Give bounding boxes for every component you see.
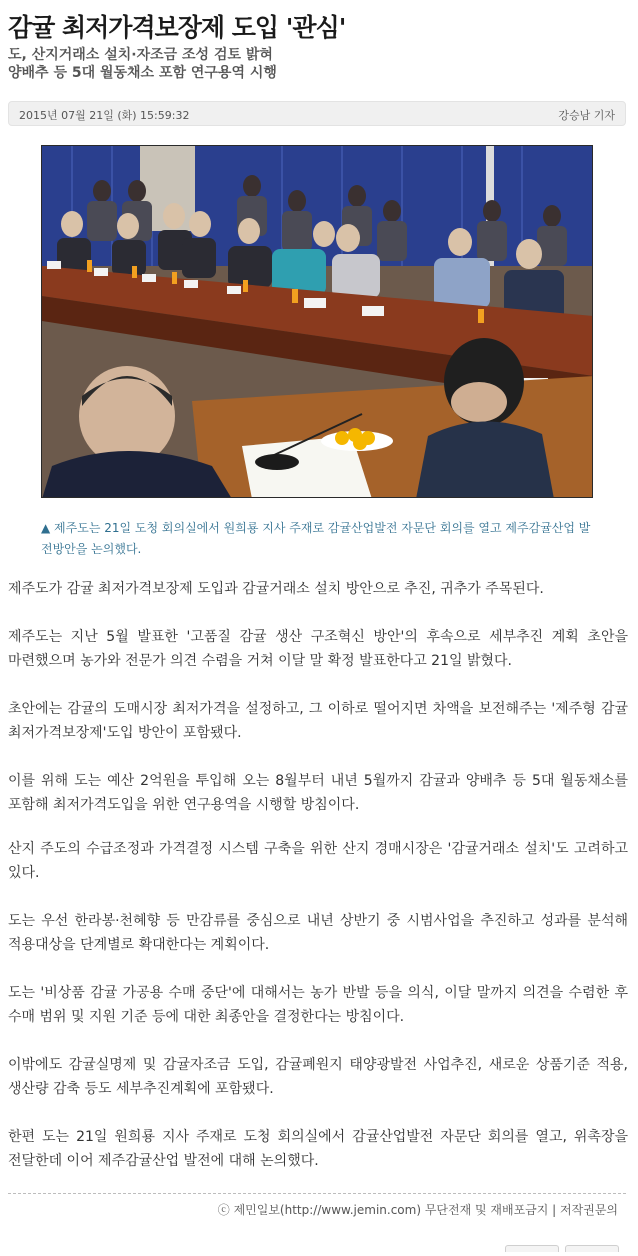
bottom-tab-right[interactable] — [565, 1245, 619, 1252]
subheadline-line-1: 도, 산지거래소 설치·자조금 조성 검토 밝혀 — [8, 47, 273, 63]
bottom-controls — [505, 1237, 625, 1243]
publish-date: 2015년 07월 21일 (화) 15:59:32 — [19, 109, 190, 122]
meeting-room-photo — [42, 146, 593, 498]
photo-caption: ▲ 제주도는 21일 도청 회의실에서 원희룡 지사 주재로 감귤산업발전 자문단 회의를 열고 제주감귤산업 발전방안을 논의했다. — [41, 521, 591, 556]
article-paragraph: 제주도가 감귤 최저가격보장제 도입과 감귤거래소 설치 방안으로 추진, 귀추가 주목된다. — [8, 581, 544, 597]
reporter-name: 강승남 기자 — [558, 109, 615, 122]
article-paragraph: 제주도는 지난 5월 발표한 '고품질 감귤 생산 구조혁신 방안'의 후속으로 세부추진 계획 초안을 마련했으며 농가와 전문가 의견 수렴을 거쳐 이달 말 확정 발표한다고 21일 밝혔다. — [8, 629, 628, 669]
article-headline: 감귤 최저가격보장제 도입 '관심' — [8, 13, 346, 42]
article-meta-bar — [8, 101, 626, 126]
article-paragraph: 한편 도는 21일 원희룡 지사 주재로 도청 회의실에서 감귤산업발전 자문단 회의를 열고, 위촉장을 전달한데 이어 제주감귤산업 발전에 대해 논의했다. — [8, 1129, 628, 1169]
article-paragraph: 산지 주도의 수급조정과 가격결정 시스템 구축을 위한 산지 경매시장은 '감귤거래소 설치'도 고려하고 있다. — [8, 841, 628, 881]
article-paragraph: 도는 '비상품 감귤 가공용 수매 중단'에 대해서는 농가 반발 등을 의식, 이달 말까지 의견을 수렴한 후 수매 범위 및 지원 기준 등에 대한 최종안을 결정한다는 방침이다. — [8, 985, 628, 1025]
article-paragraph: 이를 위해 도는 예산 2억원을 투입해 오는 8월부터 내년 5월까지 감귤과 양배추 등 5대 월동채소를 포함해 최저가격도입을 위한 연구용역을 시행할 방침이다. — [8, 773, 628, 813]
article-subheadline — [8, 46, 277, 82]
article-paragraph: 이밖에도 감귤실명제 및 감귤자조금 도입, 감귤폐원지 태양광발전 사업추진, 새로운 상품기준 적용, 생산량 감축 등도 세부추진계획에 포함됐다. — [8, 1057, 628, 1097]
subheadline-line-2: 양배추 등 5대 월동채소 포함 연구용역 시행 — [8, 65, 277, 81]
footer-divider — [8, 1193, 626, 1194]
copyright-notice[interactable]: ⓒ 제민일보(http://www.jemin.com) 무단전재 및 재배포금지 | 저작권문의 — [217, 1203, 618, 1217]
bottom-tab-left[interactable] — [505, 1245, 559, 1252]
article-paragraph: 초안에는 감귤의 도매시장 최저가격을 설정하고, 그 이하로 떨어지면 차액을 보전해주는 '제주형 감귤 최저가격보장제'도입 방안이 포함됐다. — [8, 701, 628, 741]
article-photo — [41, 145, 593, 498]
article-paragraph: 도는 우선 한라봉·천혜향 등 만감류를 중심으로 내년 상반기 중 시범사업을 추진하고 성과를 분석해 적용대상을 단계별로 확대한다는 계획이다. — [8, 913, 628, 953]
